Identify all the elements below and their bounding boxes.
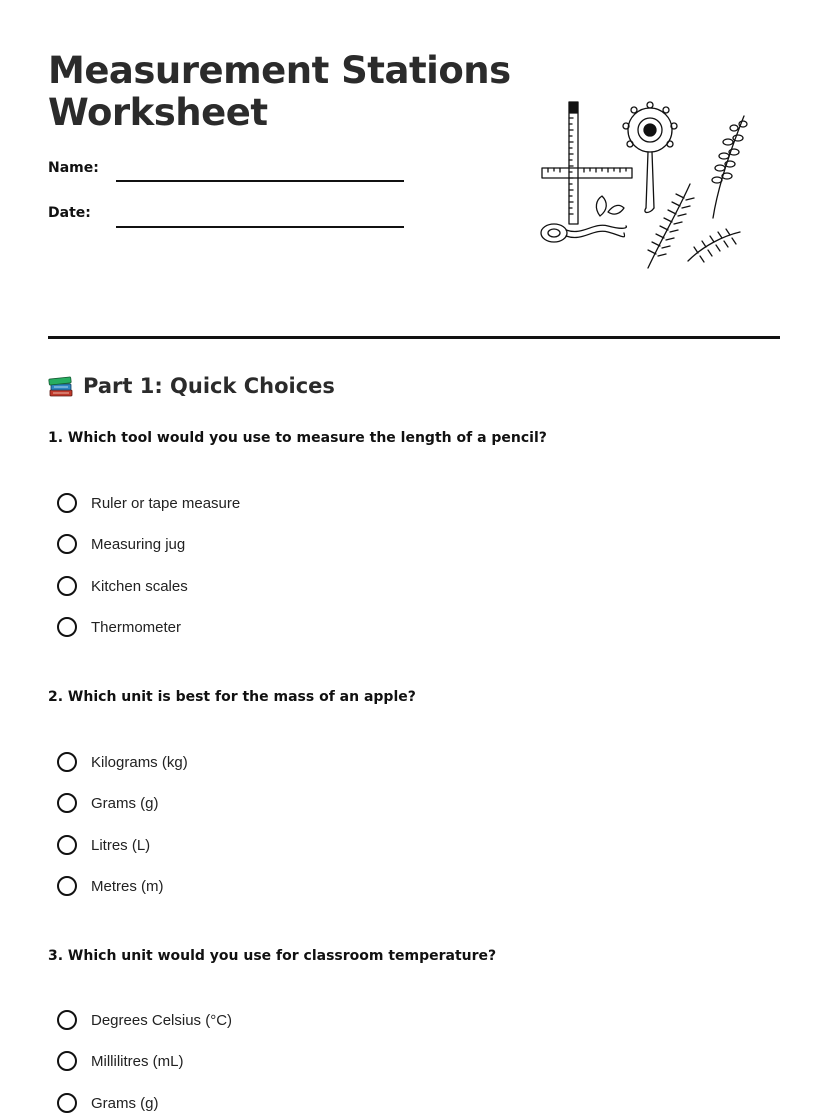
q2-option-1[interactable] [57, 752, 188, 772]
section-divider [48, 336, 780, 339]
tape-measure-icon [541, 224, 626, 242]
q1-option-2[interactable] [57, 534, 185, 554]
worksheet-title: Measurement Stations Worksheet [48, 49, 511, 134]
q3-option-3[interactable] [57, 1093, 159, 1113]
date-label: Date: [48, 205, 91, 221]
q1-option-4[interactable] [57, 617, 181, 637]
books-icon [48, 374, 74, 398]
q1-option-1[interactable] [57, 493, 240, 513]
radio-button[interactable] [57, 752, 77, 772]
radio-button[interactable] [57, 1093, 77, 1113]
leaf-icon [596, 196, 624, 216]
part1-heading-text: Part 1: Quick Choices [83, 374, 335, 398]
option-label: Metres (m) [91, 877, 164, 895]
radio-button[interactable] [57, 534, 77, 554]
option-label: Thermometer [91, 618, 182, 636]
question-2: 2. Which unit is best for the mass of an apple? [48, 689, 416, 705]
question-1: 1. Which tool would you use to measure the length of a pencil? [48, 430, 547, 446]
option-label: Kilograms (kg) [91, 753, 188, 771]
radio-button[interactable] [57, 617, 77, 637]
q3-option-1[interactable] [57, 1010, 232, 1030]
option-label: Grams (g) [91, 1094, 159, 1112]
name-label: Name: [48, 160, 99, 176]
radio-button[interactable] [57, 1010, 77, 1030]
leafy-stem-icon [712, 116, 747, 218]
horizontal-ruler-icon [542, 168, 632, 178]
name-field[interactable] [116, 180, 404, 182]
date-field[interactable] [116, 226, 404, 228]
fern-icon [648, 184, 694, 268]
option-label: Kitchen scales [91, 577, 188, 595]
radio-button[interactable] [57, 793, 77, 813]
q1-option-3[interactable] [57, 576, 188, 596]
small-fern-icon [688, 229, 740, 262]
radio-button[interactable] [57, 1051, 77, 1071]
radio-button[interactable] [57, 493, 77, 513]
measurement-tools-illustration [538, 96, 748, 276]
q3-option-2[interactable] [57, 1051, 184, 1071]
option-label: Ruler or tape measure [91, 494, 241, 512]
q2-option-4[interactable] [57, 876, 164, 896]
flower-icon [623, 102, 677, 213]
option-label: Degrees Celsius (°C) [91, 1011, 233, 1029]
radio-button[interactable] [57, 876, 77, 896]
radio-button[interactable] [57, 576, 77, 596]
q2-option-2[interactable] [57, 793, 159, 813]
part1-heading [48, 374, 335, 398]
option-label: Grams (g) [91, 794, 159, 812]
q2-option-3[interactable] [57, 835, 150, 855]
question-3: 3. Which unit would you use for classroom temperature? [48, 948, 497, 964]
radio-button[interactable] [57, 835, 77, 855]
option-label: Measuring jug [91, 535, 186, 553]
ruler-icon [569, 102, 578, 224]
option-label: Millilitres (mL) [91, 1052, 184, 1070]
option-label: Litres (L) [91, 836, 151, 854]
